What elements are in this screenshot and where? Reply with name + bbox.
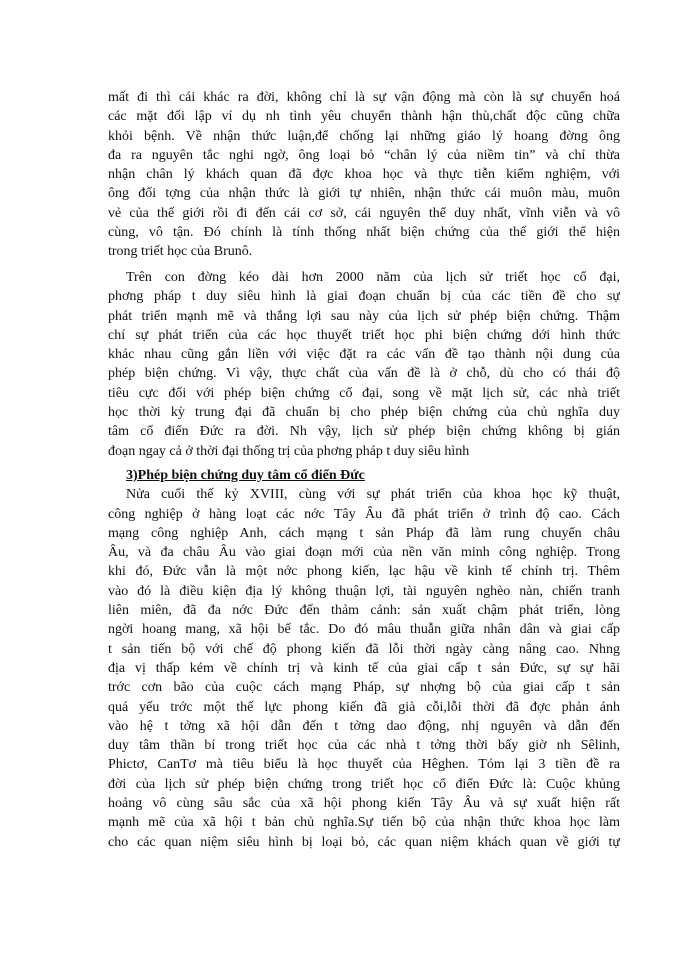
text-line: học thời kỳ trung đại đã chuẩn bị cho phép biện chứng của chủ nghĩa duy xyxy=(108,405,620,421)
paragraph-continuation xyxy=(108,88,620,262)
text-line: đoạn ngay cả ở thời đại thống trị của phơng pháp t duy siêu hình xyxy=(108,443,470,459)
text-line: trớc cơn bão của cuộc cách mạng Pháp, sự nhợng bộ của giai cấp t sản xyxy=(108,680,620,696)
text-line: vẻ của thế giới rồi đi đến cái cơ sở, cái nguyên thể duy nhất, vĩnh viễn và vô xyxy=(108,205,620,221)
text-line: địa vị thấp kém về chính trị và kinh tế của giai cấp t sản Đức, sự sự hãi xyxy=(108,660,620,676)
text-line: tâm cổ điển Đức ra đời. Nh vậy, lịch sử phép biện chứng không bị gián xyxy=(108,424,620,440)
paragraph-history xyxy=(108,268,620,461)
text-line: duy tâm thần bí trong triết học của các nhà t tởng thời bấy giờ nh Sêlinh, xyxy=(108,738,620,754)
text-line: khác nhau cũng gắn liền với việc đặt ra các vấn đề tạo thành nội dung của xyxy=(108,347,620,363)
text-line: Nửa cuối thế kỷ XVIII, cùng với sự phát triển của khoa học kỹ thuật, xyxy=(126,487,620,503)
text-line: ông đối tợng của nhận thức là giới tự nhiên, nhận thức cái muôn màu, muôn xyxy=(108,186,620,202)
text-line: Phictơ, CanTơ mà tiêu biểu là học thuyết của Hêghen. Tóm lại 3 tiền đề ra xyxy=(108,757,620,773)
text-line: chí sự phát triển của các học thuyết triết học phi biện chứng dới hình thức xyxy=(108,327,620,343)
text-line: ngời hoang mang, xã hội bế tắc. Do đó mâu thuẫn giữa nhân dân và giai cấp xyxy=(108,622,620,638)
text-line: mạnh mẽ của xã hội t bản chủ nghĩa.Sự tiến bộ của nhận thức khoa học làm xyxy=(108,815,620,831)
text-line: Trên con đờng kéo dài hơn 2000 năm của lịch sử triết học cổ đại, xyxy=(126,270,620,285)
text-line: các mặt đối lập ví dụ nh tình yêu chuyển thành hận thù,chất độc cũng chữa xyxy=(108,109,620,125)
text-line: mất đi thì cái khác ra đời, không chỉ là sự vận động mà còn là sự chuyển hoá xyxy=(108,90,620,105)
text-line: mạng công nghiệp Anh, cách mạng t sản Pháp đã làm rung chuyển châu xyxy=(108,525,620,541)
text-line: quá yếu trớc một thế lực phong kiến đã già cỗi,lỗi thời đã đợc phản ánh xyxy=(108,699,620,715)
text-line: Âu, và đa châu Âu vào giai đoạn mới của nền văn minh công nghiệp. Trong xyxy=(108,545,620,561)
text-line: khỏi bệnh. Về nhận thức luận,để chống lại những giáo lý hoang đờng ông xyxy=(108,128,620,144)
text-line: công nghiệp ở hàng loạt các nớc Tây Âu đã phát triển ở trình độ cao. Cách xyxy=(108,506,620,522)
section-german-dialectics xyxy=(108,466,620,852)
text-line: tiêu cực đối với phép biện chứng cổ đại, song về mặt lịch sử, các nhà triết xyxy=(108,385,620,401)
text-line: liên miên, đã đa nớc Đức đến thảm cảnh: sản xuất chậm phát triển, lòng xyxy=(108,603,620,619)
text-line: hoảng vô cùng sâu sắc của xã hội phong kiến Tây Âu và sự xuất hiện rất xyxy=(108,796,620,812)
text-line: trong triết học của Brunô. xyxy=(108,244,253,260)
text-line: cùng, vô tận. Đó chính là tính thống nhất biện chứng của thế giới thể hiện xyxy=(108,225,620,241)
section-heading: 3)Phép biện chứng duy tâm cổ điển Đức xyxy=(126,468,365,483)
text-line: vào hệ t tởng xã hội dẫn đến t tởng dao động, nhị nguyên và dẫn đến xyxy=(108,718,620,734)
text-line: phát triển mạnh mẽ và thắng lợi sau này của lịch sử phép biện chứng. Thậm xyxy=(108,308,620,324)
text-line: đa ra nguyên tắc nghi ngờ, ông loại bỏ “chân lý của niềm tin” và chỉ thừa xyxy=(108,147,620,163)
text-line: t sản tiến bộ với chế độ phong kiến đã lỗi thời ngày càng nâng cao. Nhng xyxy=(108,641,620,657)
text-line: phơng pháp t duy siêu hình là giai đoạn chuẩn bị của các tiền đề cho sự xyxy=(108,289,620,305)
text-line: vào đó là điều kiện địa lý không thuận lợi, tài nguyên nghèo nàn, chiến tranh xyxy=(108,583,620,599)
text-line: nhận chân lý khách quan đã đợc khoa học và thực tiễn kiểm nghiệm, với xyxy=(108,167,620,183)
text-line: cho các quan niệm siêu hình bị loại bỏ, các quan niệm khách quan về giới tự xyxy=(108,834,620,850)
text-line: đời của lịch sử phép biện chứng trong triết học cổ điển Đức là: Cuộc khủng xyxy=(108,776,620,792)
text-line: khi đó, Đức vẫn là một nớc phong kiến, lạc hậu về kinh tế chính trị. Thêm xyxy=(108,564,620,580)
text-line: phép biện chứng. Vì vậy, thực chất của vấn đề là ở chỗ, dù cho có thái độ xyxy=(108,366,620,382)
